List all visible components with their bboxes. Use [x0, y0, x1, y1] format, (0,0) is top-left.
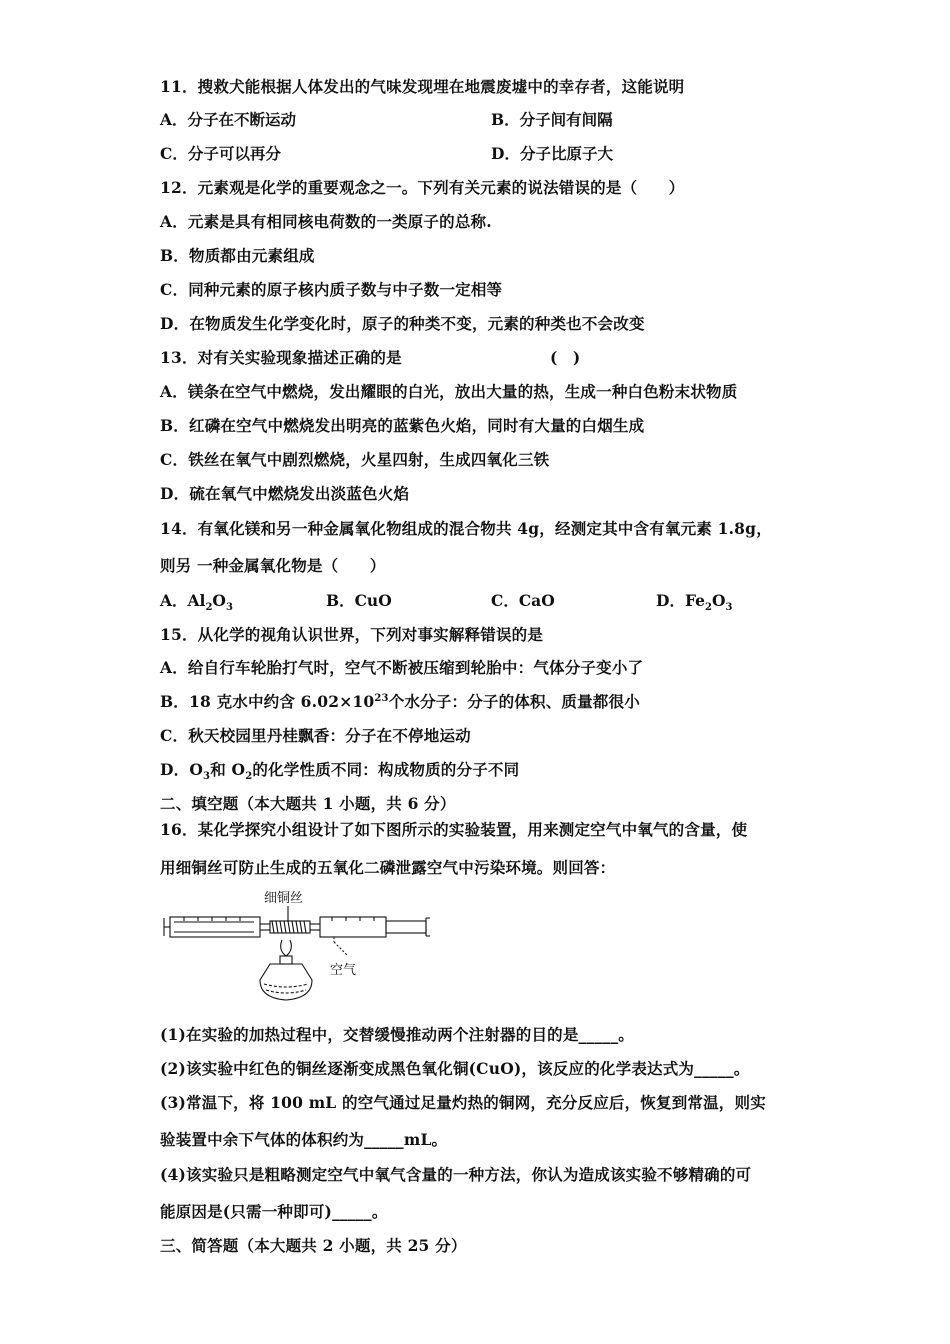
- copper-wire-tube: [270, 906, 310, 933]
- q13-option-d: D．硫在氧气中燃烧发出淡蓝色火焰: [160, 484, 410, 503]
- section-3-heading: 三、简答题（本大题共 2 小题，共 25 分）: [160, 1236, 467, 1255]
- q15-option-b: B．18 克水中约含 $6.02\times 10^{23}$个水分子：分子的体积、质量都很小: [160, 692, 640, 711]
- q11-option-d: D．分子比原子大: [491, 144, 613, 163]
- q11-option-a: A．分子在不断运动: [160, 110, 297, 129]
- q15-option-d: D．$O_3$和 $O_2$的化学性质不同：构成物质的分子不同: [160, 760, 520, 783]
- right-syringe: [310, 917, 430, 956]
- q12-stem: 12．元素观是化学的重要观念之一。下列有关元素的说法错误的是（ ）: [160, 178, 685, 197]
- q16-part-4-line1: (4)该实验只是粗略测定空气中氧气含量的一种方法，你认为造成该实验不够精确的可: [160, 1165, 752, 1184]
- left-syringe: [164, 917, 270, 937]
- fig-label-copper-wire: 细铜丝: [264, 891, 304, 906]
- q11-option-c: C．分子可以再分: [160, 144, 281, 163]
- q13-stem: 13．对有关实验现象描述正确的是: [160, 348, 402, 367]
- fig-label-air: 空气: [330, 963, 357, 978]
- q14-option-a: A．$Al_2O_3$: [160, 591, 233, 614]
- section-2-heading: 二、填空题（本大题共 1 小题，共 6 分）: [160, 794, 456, 813]
- apparatus-diagram: [158, 884, 448, 1006]
- q11-option-b: B．分子间有间隔: [491, 110, 613, 129]
- alcohol-lamp: [260, 940, 312, 1000]
- q16-part-4-line2: 能原因是(只需一种即可)_____。: [160, 1202, 388, 1221]
- q13-answer-paren: ( ): [550, 348, 581, 367]
- q13-option-b: B．红磷在空气中燃烧发出明亮的蓝紫色火焰，同时有大量的白烟生成: [160, 416, 645, 435]
- q13-option-c: C．铁丝在氧气中剧烈燃烧，火星四射，生成四氧化三铁: [160, 450, 550, 469]
- q14-option-d: D．$Fe_2O_3$: [656, 591, 733, 614]
- q12-option-d: D．在物质发生化学变化时，原子的种类不变，元素的种类也不会改变: [160, 314, 645, 333]
- q16-part-3-line1: (3)常温下，将 100 mL 的空气通过足量灼热的铜网，充分反应后，恢复到常温，则实: [160, 1093, 766, 1112]
- q12-option-a: A．元素是具有相同核电荷数的一类原子的总称.: [160, 212, 492, 231]
- q15-option-c: C．秋天校园里丹桂飘香：分子在不停地运动: [160, 726, 471, 745]
- q15-stem: 15．从化学的视角认识世界，下列对事实解释错误的是: [160, 625, 544, 644]
- q14-stem-line2: 则另 一种金属氧化物是（ ）: [160, 556, 386, 575]
- q12-option-c: C．同种元素的原子核内质子数与中子数一定相等: [160, 280, 503, 299]
- q16-stem-line1: 16．某化学探究小组设计了如下图所示的实验装置，用来测定空气中氧气的含量，使: [160, 820, 748, 839]
- q16-part-2: (2)该实验中红色的铜丝逐渐变成黑色氧化铜(CuO)，该反应的化学表达式为_____。: [160, 1059, 750, 1078]
- q16-part-1: (1)在实验的加热过程中，交替缓慢推动两个注射器的目的是_____。: [160, 1025, 635, 1044]
- q14-option-b: B．CuO: [326, 591, 392, 610]
- q14-stem-line1: 14．有氧化镁和另一种金属氧化物组成的混合物共 4g，经测定其中含有氧元素 1.8g，: [160, 519, 772, 538]
- q15-option-a: A．给自行车轮胎打气时，空气不断被压缩到轮胎中：气体分子变小了: [160, 658, 644, 677]
- q11-stem: 11．搜救犬能根据人体发出的气味发现埋在地震废墟中的幸存者，这能说明: [160, 77, 685, 96]
- q12-option-b: B．物质都由元素组成: [160, 246, 315, 265]
- q14-option-c: C．CaO: [491, 591, 555, 610]
- q13-option-a: A．镁条在空气中燃烧，发出耀眼的白光，放出大量的热，生成一种白色粉末状物质: [160, 382, 738, 401]
- q16-part-3-line2: 验装置中余下气体的体积约为_____mL。: [160, 1130, 448, 1149]
- q16-stem-line2: 用细铜丝可防止生成的五氧化二磷泄露空气中污染环境。则回答：: [160, 858, 616, 877]
